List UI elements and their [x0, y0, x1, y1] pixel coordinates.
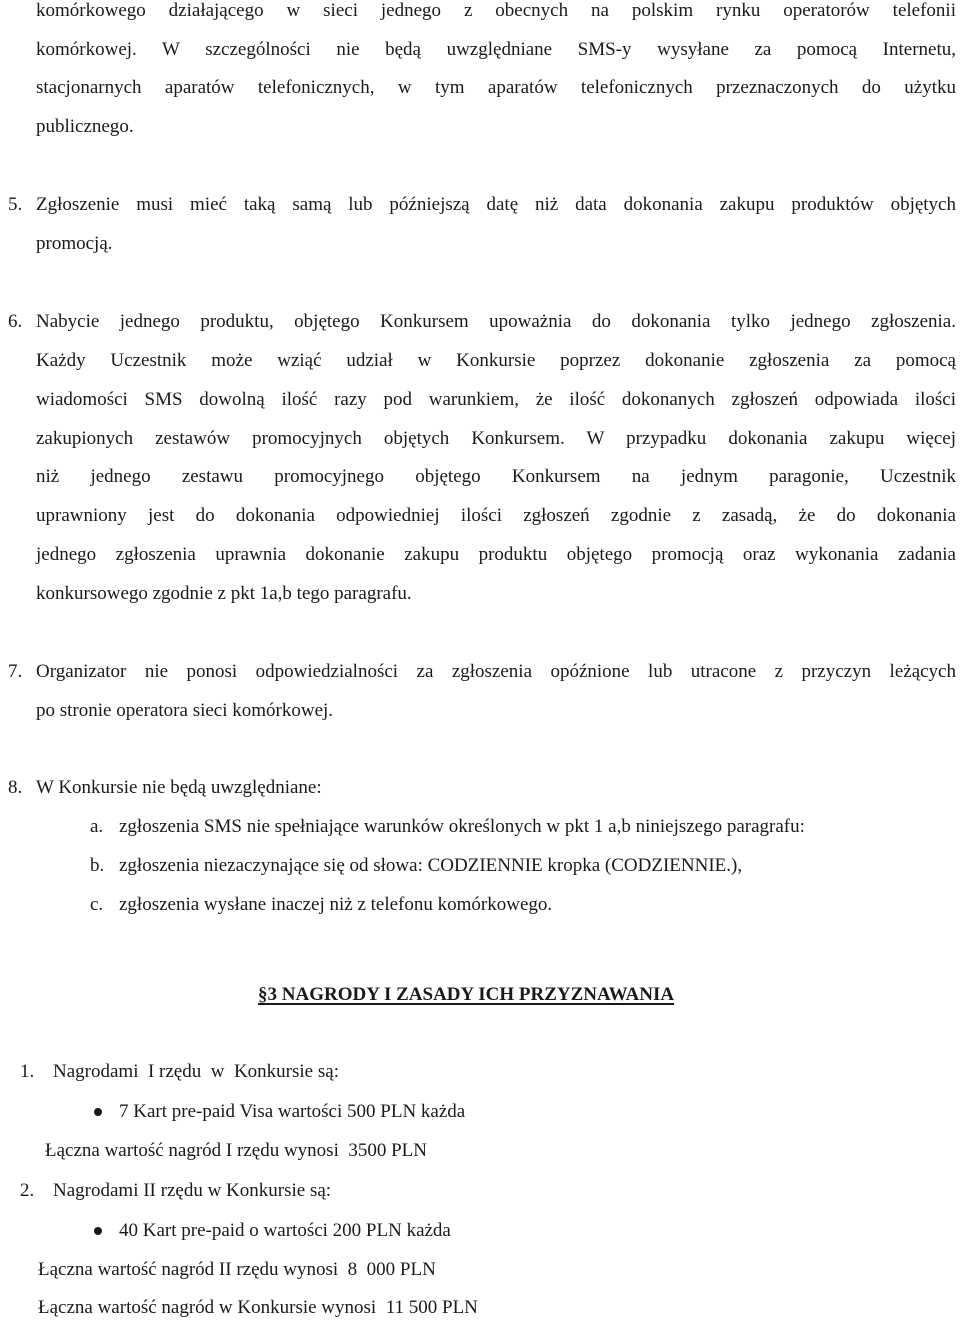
subitem-letter: c. — [90, 894, 104, 915]
paragraph-line: Nabycie jednego produktu, objętego Konkursem upoważnia do dokonania tylko jednego zgłoszenia. — [36, 311, 956, 332]
paragraph-line: Każdy Uczestnik może wziąć udział w Konkursie poprzez dokonanie zgłoszenia za pomocą — [36, 350, 956, 371]
paragraph-line: Organizator nie ponosi odpowiedzialności za zgłoszenia opóźnione lub utracone z przyczyn leżących — [36, 661, 956, 682]
item-number: 5. — [8, 194, 23, 215]
paragraph-line: uprawniony jest do dokonania odpowiedniej ilości zgłoszeń zgodnie z zasadą, że do dokonania — [36, 505, 956, 526]
prize-total: Łączna wartość nagród I rzędu wynosi 3500 PLN — [45, 1140, 427, 1161]
prize-total: Łączna wartość nagród II rzędu wynosi 8 000 PLN — [38, 1259, 436, 1280]
paragraph-line: publicznego. — [36, 116, 134, 137]
paragraph-line: jednego zgłoszenia uprawnia dokonanie zakupu produktu objętego promocją oraz wykonania zadania — [36, 544, 956, 565]
bullet-icon — [94, 1227, 102, 1235]
paragraph-line: zakupionych zestawów promocyjnych objętych Konkursem. W przypadku dokonania zakupu więcej — [36, 428, 956, 449]
item-number: 6. — [8, 311, 23, 332]
prize-number: 2. — [20, 1180, 35, 1201]
paragraph-line: komórkowej. W szczególności nie będą uwzględniane SMS-y wysyłane za pomocą Internetu, — [36, 39, 956, 60]
section-heading: §3 NAGRODY I ZASADY ICH PRZYZNAWANIA — [258, 984, 675, 1005]
paragraph-line: W Konkursie nie będą uwzględniane: — [36, 777, 322, 798]
item-number: 8. — [8, 777, 23, 798]
subitem-letter: b. — [90, 855, 105, 876]
prize-bullet: 40 Kart pre-paid o wartości 200 PLN każda — [119, 1220, 451, 1241]
paragraph-line: niż jednego zestawu promocyjnego objętego Konkursem na jednym paragonie, Uczestnik — [36, 466, 956, 487]
paragraph-line: Zgłoszenie musi mieć taką samą lub późniejszą datę niż data dokonania zakupu produktów objętych — [36, 194, 956, 215]
paragraph-line: stacjonarnych aparatów telefonicznych, w tym aparatów telefonicznych przeznaczonych do użytku — [36, 77, 956, 98]
prize-bullet: 7 Kart pre-paid Visa wartości 500 PLN każda — [119, 1101, 466, 1122]
grand-total: Łączna wartość nagród w Konkursie wynosi 11 500 PLN — [38, 1297, 478, 1318]
paragraph-line: po stronie operatora sieci komórkowej. — [36, 700, 334, 721]
subitem-text: zgłoszenia SMS nie spełniające warunków określonych w pkt 1 a,b niniejszego paragrafu: — [119, 816, 805, 837]
subitem-text: zgłoszenia wysłane inaczej niż z telefonu komórkowego. — [119, 894, 553, 915]
subitem-letter: a. — [90, 816, 104, 837]
prize-number: 1. — [20, 1061, 35, 1082]
paragraph-line: komórkowego działającego w sieci jednego z obecnych na polskim rynku operatorów telefonii — [36, 0, 956, 21]
prize-title: Nagrodami II rzędu w Konkursie są: — [53, 1180, 332, 1201]
bullet-icon — [94, 1108, 102, 1116]
subitem-text: zgłoszenia niezaczynające się od słowa: CODZIENNIE kropka (CODZIENNIE.), — [119, 855, 743, 876]
item-number: 7. — [8, 661, 23, 682]
paragraph-line: konkursowego zgodnie z pkt 1a,b tego paragrafu. — [36, 583, 412, 604]
paragraph-line: wiadomości SMS dowolną ilość razy pod warunkiem, że ilość dokonanych zgłoszeń odpowiada ilości — [36, 389, 956, 410]
prize-title: Nagrodami I rzędu w Konkursie są: — [53, 1061, 339, 1082]
paragraph-line: promocją. — [36, 233, 113, 254]
